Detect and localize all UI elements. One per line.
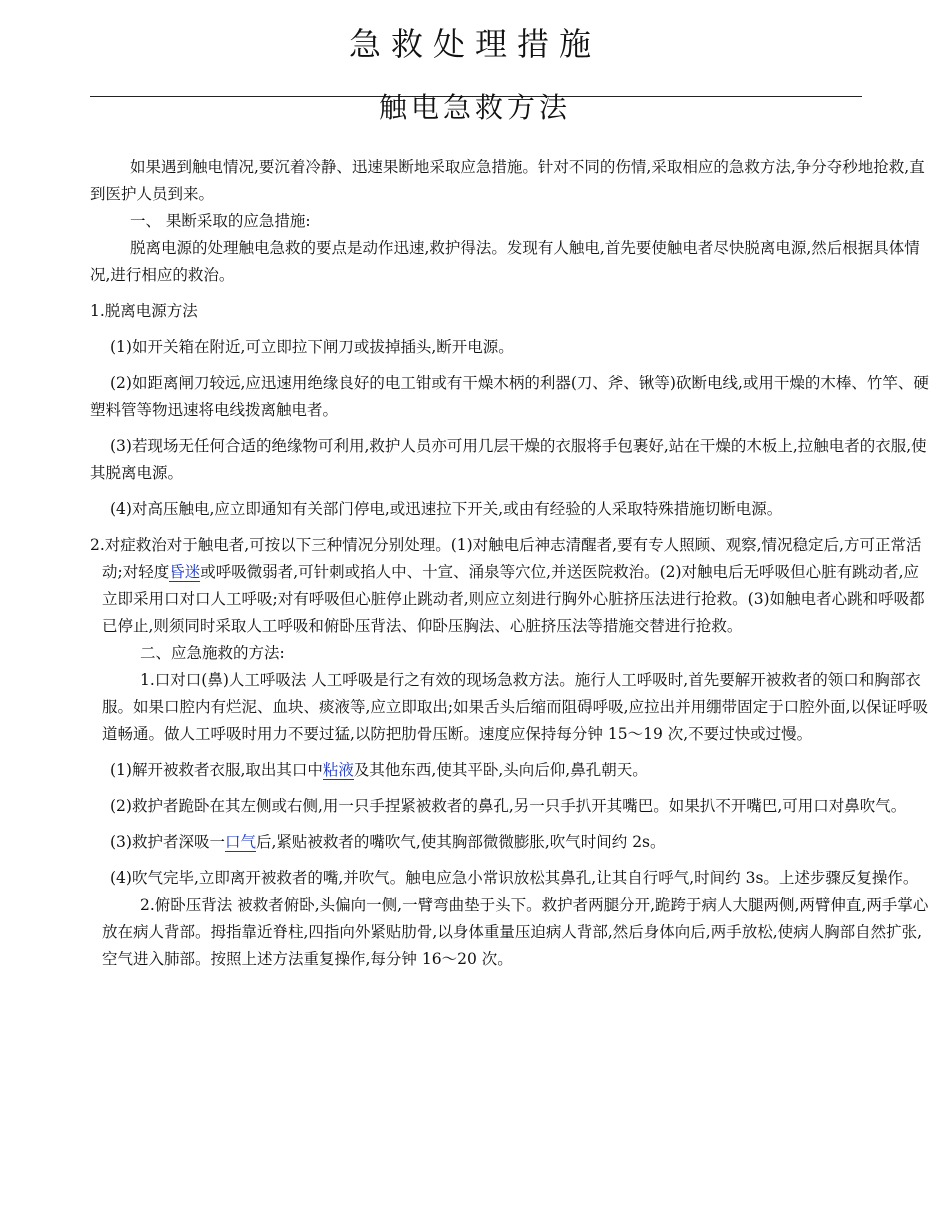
symptomatic-treatment-paragraph	[90, 532, 930, 640]
breathing-step-3	[90, 829, 930, 856]
method-item-2: (2)如距离闸刀较远,应迅速用绝缘良好的电工钳或有干燥木柄的利器(刀、斧、锹等)砍断电线,或用干燥的木棒、竹竿、硬塑料管等物迅速将电线拨离触电者。	[90, 374, 929, 419]
page-title: 急救处理措施	[348, 25, 601, 63]
method-item-4: (4)对高压触电,应立即通知有关部门停电,或迅速拉下开关,或由有经验的人采取特殊措施切断电源。	[110, 500, 783, 518]
document-body	[90, 154, 930, 973]
prone-pressure-paragraph: 2.俯卧压背法 被救者俯卧,头偏向一侧,一臂弯曲垫于头下。救护者两腿分开,跪跨于病人大腿两侧,两臂伸直,两手掌心放在病人背部。拇指靠近脊柱,四指向外紧贴肋骨,以身体重量压迫病人背部,然后身体向后,两手放松,使病人胸部自然扩张,空气进入肺部。按照上述方法重复操作,每分钟 16～20 次。	[102, 896, 929, 968]
breathing-step-4: (4)吹气完毕,立即离开被救者的嘴,并吹气。触电应急小常识放松其鼻孔,让其自行呼气,时间约 3s。上述步骤反复操作。	[110, 869, 919, 887]
heading-disconnect-methods: 1.脱离电源方法	[90, 302, 198, 320]
mucus-link[interactable]: 粘液	[322, 761, 354, 779]
coma-link[interactable]: 昏迷	[169, 563, 201, 581]
intro-paragraph: 如果遇到触电情况,要沉着冷静、迅速果断地采取应急措施。针对不同的伤情,采取相应的急救方法,争分夺秒地抢救,直到医护人员到来。	[90, 158, 925, 203]
step1-text-a: (1)解开被救者衣服,取出其口中	[110, 761, 323, 779]
method-item-3: (3)若现场无任何合适的绝缘物可利用,救护人员亦可用几层干燥的衣服将手包裹好,站在干燥的木板上,拉触电者的衣服,使其脱离电源。	[90, 437, 927, 482]
heading-rescue-methods: 二、应急施救的方法:	[140, 644, 285, 662]
treatment-text-b: 或呼吸微弱者,可针刺或掐人中、十宣、涌泉等穴位,并送医院救治。(2)对触电后无呼吸但心脏有跳动者,应立即采用口对口人工呼吸;对有呼吸但心脏停止跳动者,则应立刻进行胸外心脏挤压法进行抢救。(3)如触电者心跳和呼吸都已停止,则须同时采取人工呼吸和俯卧压背法、仰卧压胸法、心脏挤压法等措施交替进行抢救。	[102, 563, 925, 635]
mouth-to-mouth-paragraph: 1.口对口(鼻)人工呼吸法 人工呼吸是行之有效的现场急救方法。施行人工呼吸时,首先要解开被救者的领口和胸部衣服。如果口腔内有烂泥、血块、痰液等,应立即取出;如果舌头后缩而阻碍呼吸,应拉出并用绷带固定于口腔外面,以保证呼吸道畅通。做人工呼吸时用力不要过猛,以防把肋骨压断。速度应保持每分钟 15～19 次,不要过快或过慢。	[102, 671, 929, 743]
method-item-1: (1)如开关箱在附近,可立即拉下闸刀或拔掉插头,断开电源。	[110, 338, 514, 356]
breath-link[interactable]: 口气	[224, 833, 256, 851]
power-off-paragraph: 脱离电源的处理触电急救的要点是动作迅速,救护得法。发现有人触电,首先要使触电者尽快脱离电源,然后根据具体情况,进行相应的救治。	[90, 239, 920, 284]
breathing-step-2: (2)救护者跪卧在其左侧或右侧,用一只手捏紧被救者的鼻孔,另一只手扒开其嘴巴。如果扒不开嘴巴,可用口对鼻吹气。	[110, 797, 907, 815]
step3-text-a: (3)救护者深吸一	[110, 833, 225, 851]
step1-text-b: 及其他东西,使其平卧,头向后仰,鼻孔朝天。	[353, 761, 648, 779]
section-title: 触电急救方法	[378, 91, 571, 124]
heading-emergency-measures: 一、 果断采取的应急措施:	[130, 212, 311, 230]
step3-text-b: 后,紧贴被救者的嘴吹气,使其胸部微微膨胀,吹气时间约 2s。	[255, 833, 666, 851]
treatment-text-a: 2.对症救治对于触电者,可按以下三种情况分别处理。(1)对触电后神志清醒者,要有专人照顾、观察,情况稳定后,方可正常活动;对轻度	[90, 536, 922, 581]
breathing-step-1	[90, 757, 930, 784]
